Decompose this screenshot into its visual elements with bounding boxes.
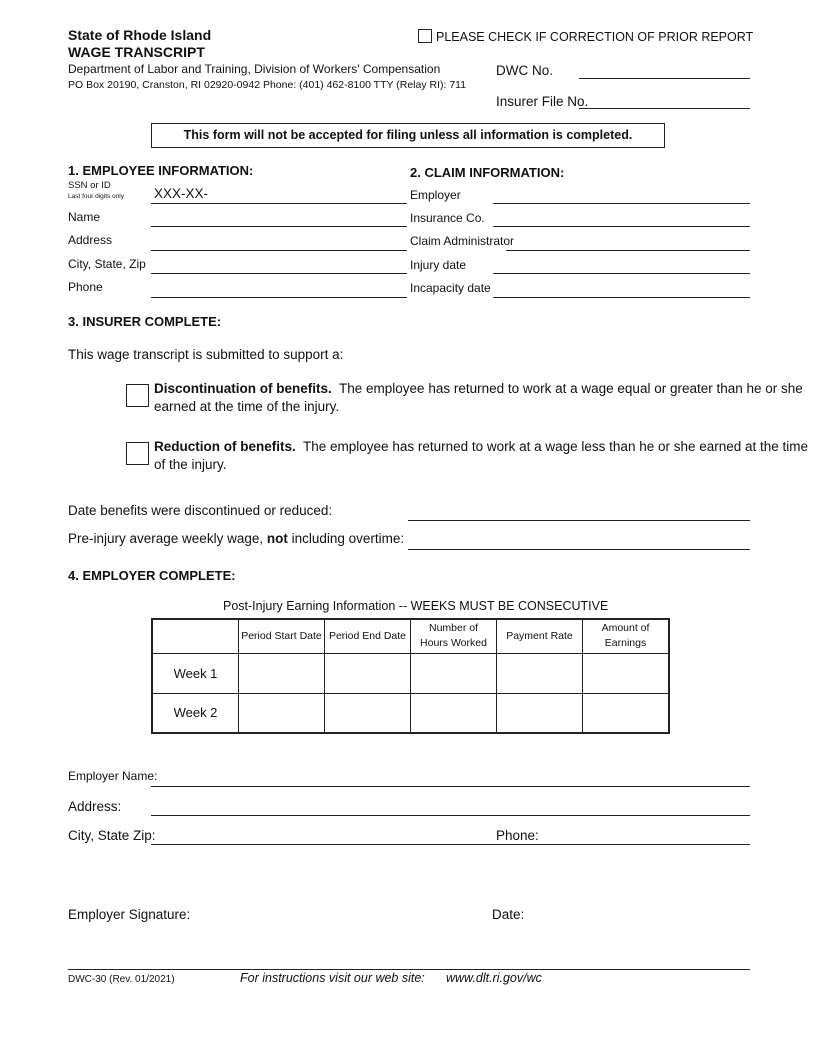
insurer-intro: This wage transcript is submitted to support a: bbox=[68, 347, 344, 362]
discontinuation-desc: The employee has returned to work at a wage equal or greater than he or she bbox=[339, 381, 803, 396]
weekly-wage-label-not: not bbox=[266, 531, 288, 546]
department: Department of Labor and Training, Division of Workers' Compensation bbox=[68, 62, 441, 76]
address-label: Address bbox=[68, 233, 113, 247]
employer-name-field[interactable] bbox=[151, 786, 750, 787]
week1-rate-cell[interactable] bbox=[497, 653, 583, 693]
table-header-row bbox=[152, 619, 669, 653]
insurer-heading: 3. INSURER COMPLETE: bbox=[68, 314, 222, 329]
insurance-label: Insurance Co. bbox=[410, 211, 485, 225]
injury-label: Injury date bbox=[410, 258, 467, 272]
week2-hours-cell[interactable] bbox=[411, 693, 497, 733]
reduction-desc: The employee has returned to work at a wage less than he or she earned at the time bbox=[303, 439, 809, 454]
claim-heading: 2. CLAIM INFORMATION: bbox=[410, 165, 565, 180]
col-payment-rate: Payment Rate bbox=[497, 619, 583, 653]
weekly-wage-label-c: including overtime: bbox=[291, 531, 405, 546]
injury-field[interactable] bbox=[493, 273, 750, 274]
reduction-checkbox[interactable] bbox=[126, 442, 149, 465]
phone-label: Phone bbox=[68, 280, 103, 294]
reduction-text bbox=[154, 439, 808, 454]
week1-end-cell[interactable] bbox=[325, 653, 411, 693]
col-end-date: Period End Date bbox=[325, 619, 411, 653]
earnings-table bbox=[151, 618, 670, 734]
col-amount bbox=[583, 619, 670, 653]
city-label: City, State, Zip bbox=[68, 257, 146, 271]
signature-date-label: Date: bbox=[492, 907, 525, 922]
employer-field[interactable] bbox=[493, 203, 750, 204]
correction-checkbox[interactable] bbox=[418, 29, 432, 43]
correction-label: PLEASE CHECK IF CORRECTION OF PRIOR REPORT bbox=[436, 30, 754, 44]
employer-city-field[interactable] bbox=[151, 844, 750, 845]
discontinuation-text bbox=[154, 381, 803, 396]
col-amount-line1: Amount of bbox=[601, 622, 650, 635]
dept-address: PO Box 20190, Cranston, RI 02920-0942 Phone: (401) 462-8100 TTY (Relay RI): 711 bbox=[68, 79, 467, 91]
dwc-no-label: DWC No. bbox=[496, 63, 553, 78]
weekly-wage-label-a: Pre-injury average weekly wage, bbox=[68, 531, 264, 546]
incapacity-label: Incapacity date bbox=[410, 281, 491, 295]
state-title: State of Rhode Island bbox=[68, 27, 212, 43]
dwc-no-field[interactable] bbox=[579, 78, 750, 79]
discontinuation-title: Discontinuation of benefits. bbox=[154, 381, 332, 396]
col-start-date: Period Start Date bbox=[239, 619, 325, 653]
employer-city-label: City, State Zip: bbox=[68, 828, 156, 843]
ssn-sublabel: Last four digits only bbox=[68, 193, 125, 200]
insurance-field[interactable] bbox=[493, 226, 750, 227]
employer-phone-label: Phone: bbox=[496, 828, 539, 843]
insurer-file-label: Insurer File No. bbox=[496, 94, 589, 109]
reduction-desc-2: of the injury. bbox=[154, 457, 227, 472]
col-hours-line1: Number of bbox=[428, 622, 479, 635]
employee-heading: 1. EMPLOYEE INFORMATION: bbox=[68, 163, 254, 178]
form-title: WAGE TRANSCRIPT bbox=[68, 44, 205, 60]
employer-heading: 4. EMPLOYER COMPLETE: bbox=[68, 568, 236, 583]
insurer-file-field[interactable] bbox=[579, 108, 750, 109]
phone-field[interactable] bbox=[151, 297, 407, 298]
footer-rule bbox=[68, 969, 750, 970]
date-benefits-field[interactable] bbox=[408, 520, 750, 521]
col-hours-line2: Hours Worked bbox=[420, 637, 487, 650]
city-field[interactable] bbox=[151, 273, 407, 274]
table-caption: Post-Injury Earning Information -- WEEKS MUST BE CONSECUTIVE bbox=[223, 599, 609, 613]
footer-url[interactable]: www.dlt.ri.gov/wc bbox=[446, 971, 542, 985]
row-label-week-2: Week 2 bbox=[152, 693, 239, 733]
reduction-title: Reduction of benefits. bbox=[154, 439, 296, 454]
name-field[interactable] bbox=[151, 226, 407, 227]
weekly-wage-label bbox=[68, 531, 404, 546]
week2-rate-cell[interactable] bbox=[497, 693, 583, 733]
row-label-week-1: Week 1 bbox=[152, 653, 239, 693]
signature-label: Employer Signature: bbox=[68, 907, 191, 922]
discontinuation-checkbox[interactable] bbox=[126, 384, 149, 407]
ssn-prefix: XXX-XX- bbox=[154, 186, 209, 201]
week1-amount-cell[interactable] bbox=[583, 653, 670, 693]
header-blank bbox=[152, 619, 239, 653]
table-row bbox=[152, 653, 669, 693]
week2-end-cell[interactable] bbox=[325, 693, 411, 733]
col-amount-line2: Earnings bbox=[604, 637, 647, 650]
week2-amount-cell[interactable] bbox=[583, 693, 670, 733]
address-field[interactable] bbox=[151, 250, 407, 251]
form-id: DWC-30 (Rev. 01/2021) bbox=[68, 974, 175, 985]
week1-hours-cell[interactable] bbox=[411, 653, 497, 693]
employer-name-label: Employer Name: bbox=[68, 769, 158, 783]
table-row bbox=[152, 693, 669, 733]
admin-field[interactable] bbox=[506, 250, 750, 251]
col-hours bbox=[411, 619, 497, 653]
footer-instructions: For instructions visit our web site: bbox=[240, 971, 425, 985]
name-label: Name bbox=[68, 210, 101, 224]
employer-address-field[interactable] bbox=[151, 815, 750, 816]
discontinuation-desc-2: earned at the time of the injury. bbox=[154, 399, 340, 414]
employer-label: Employer bbox=[410, 188, 461, 202]
date-benefits-label: Date benefits were discontinued or reduced: bbox=[68, 503, 333, 518]
admin-label: Claim Administrator bbox=[410, 234, 515, 248]
ssn-label: SSN or ID bbox=[68, 180, 111, 191]
weekly-wage-field[interactable] bbox=[408, 549, 750, 550]
week1-start-cell[interactable] bbox=[239, 653, 325, 693]
incapacity-field[interactable] bbox=[493, 297, 750, 298]
ssn-field[interactable] bbox=[151, 203, 407, 204]
week2-start-cell[interactable] bbox=[239, 693, 325, 733]
notice-banner: This form will not be accepted for filing unless all information is completed. bbox=[151, 123, 665, 148]
employer-address-label: Address: bbox=[68, 799, 122, 814]
